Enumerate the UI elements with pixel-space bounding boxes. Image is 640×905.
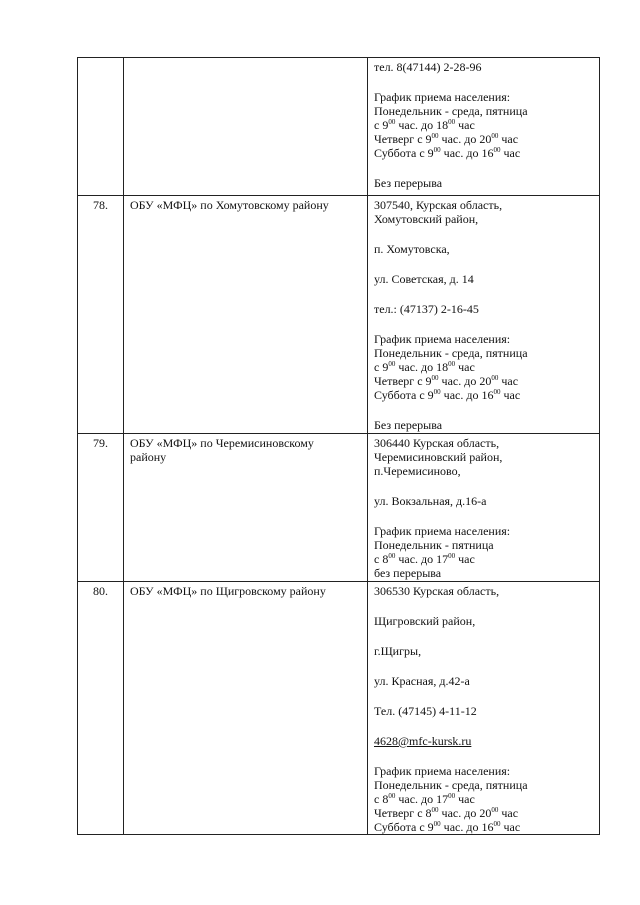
schedule-saturday: Суббота с $9^{00}$ час. до $16^{00}$ час (374, 388, 521, 402)
schedule-days: Понедельник - среда, пятница (374, 104, 528, 118)
row-number: 79. (78, 434, 124, 582)
office-name (124, 58, 368, 196)
table-row (78, 58, 600, 196)
address-line: Щигровский район, (374, 614, 476, 628)
office-contacts (368, 196, 600, 434)
schedule-saturday: Суббота с $9^{00}$ час. до $16^{00}$ час (374, 820, 521, 834)
break-text: Без перерыва (374, 418, 443, 432)
schedule-days: Понедельник - среда, пятница (374, 778, 528, 792)
schedule-thursday: Четверг с $8^{00}$ час. до $20^{00}$ час (374, 806, 519, 820)
office-name: ОБУ «МФЦ» по Хомутовскому району (124, 196, 368, 434)
schedule-hours: с $8^{00}$ час. до $17^{00}$ час (374, 792, 475, 806)
break-text: Без перерыва (374, 176, 443, 190)
schedule-thursday: Четверг с $9^{00}$ час. до $20^{00}$ час (374, 132, 519, 146)
schedule-days: Понедельник - пятница (374, 538, 494, 552)
address-line: Хомутовский район, (374, 212, 479, 226)
row-number: 80. (78, 582, 124, 835)
schedule-thursday: Четверг с $9^{00}$ час. до $20^{00}$ час (374, 374, 519, 388)
office-contacts (368, 582, 600, 835)
address-line: 306530 Курская область, (374, 584, 500, 598)
table-row (78, 582, 600, 835)
table-row (78, 434, 600, 582)
schedule-title: График приема населения: (374, 332, 511, 346)
schedule-title: График приема населения: (374, 524, 511, 538)
address-line: Черемисиновский район, (374, 450, 503, 464)
address-line: г.Щигры, (374, 644, 422, 658)
address-line: п. Хомутовска, (374, 242, 450, 256)
row-number: 78. (78, 196, 124, 434)
phone-text: тел.: (47137) 2-16-45 (374, 302, 479, 316)
office-contacts (368, 434, 600, 582)
schedule-days: Понедельник - среда, пятница (374, 346, 528, 360)
office-contacts (368, 58, 600, 196)
mfc-offices-table (77, 57, 600, 835)
address-line: ул. Красная, д.42-а (374, 674, 470, 688)
schedule-hours: с $8^{00}$ час. до $17^{00}$ час (374, 552, 475, 566)
break-text: без перерыва (374, 566, 442, 580)
schedule-hours: с $9^{00}$ час. до $18^{00}$ час (374, 118, 475, 132)
email-link[interactable]: 4628@mfc-kursk.ru (374, 734, 472, 748)
table-row (78, 196, 600, 434)
phone-text: тел. 8(47144) 2-28-96 (374, 60, 482, 74)
schedule-title: График приема населения: (374, 90, 511, 104)
schedule-title: График приема населения: (374, 764, 511, 778)
row-number (78, 58, 124, 196)
schedule-hours: с $9^{00}$ час. до $18^{00}$ час (374, 360, 475, 374)
address-line: 307540, Курская область, (374, 198, 503, 212)
address-line: ул. Советская, д. 14 (374, 272, 474, 286)
phone-text: Тел. (47145) 4-11-12 (374, 704, 477, 718)
address-line: ул. Вокзальная, д.16-а (374, 494, 487, 508)
office-name: ОБУ «МФЦ» по Черемисиновскому району (124, 434, 368, 582)
address-line: 306440 Курская область, (374, 436, 500, 450)
office-name: ОБУ «МФЦ» по Щигровскому району (124, 582, 368, 835)
address-line: п.Черемисиново, (374, 464, 461, 478)
schedule-saturday: Суббота с $9^{00}$ час. до $16^{00}$ час (374, 146, 521, 160)
